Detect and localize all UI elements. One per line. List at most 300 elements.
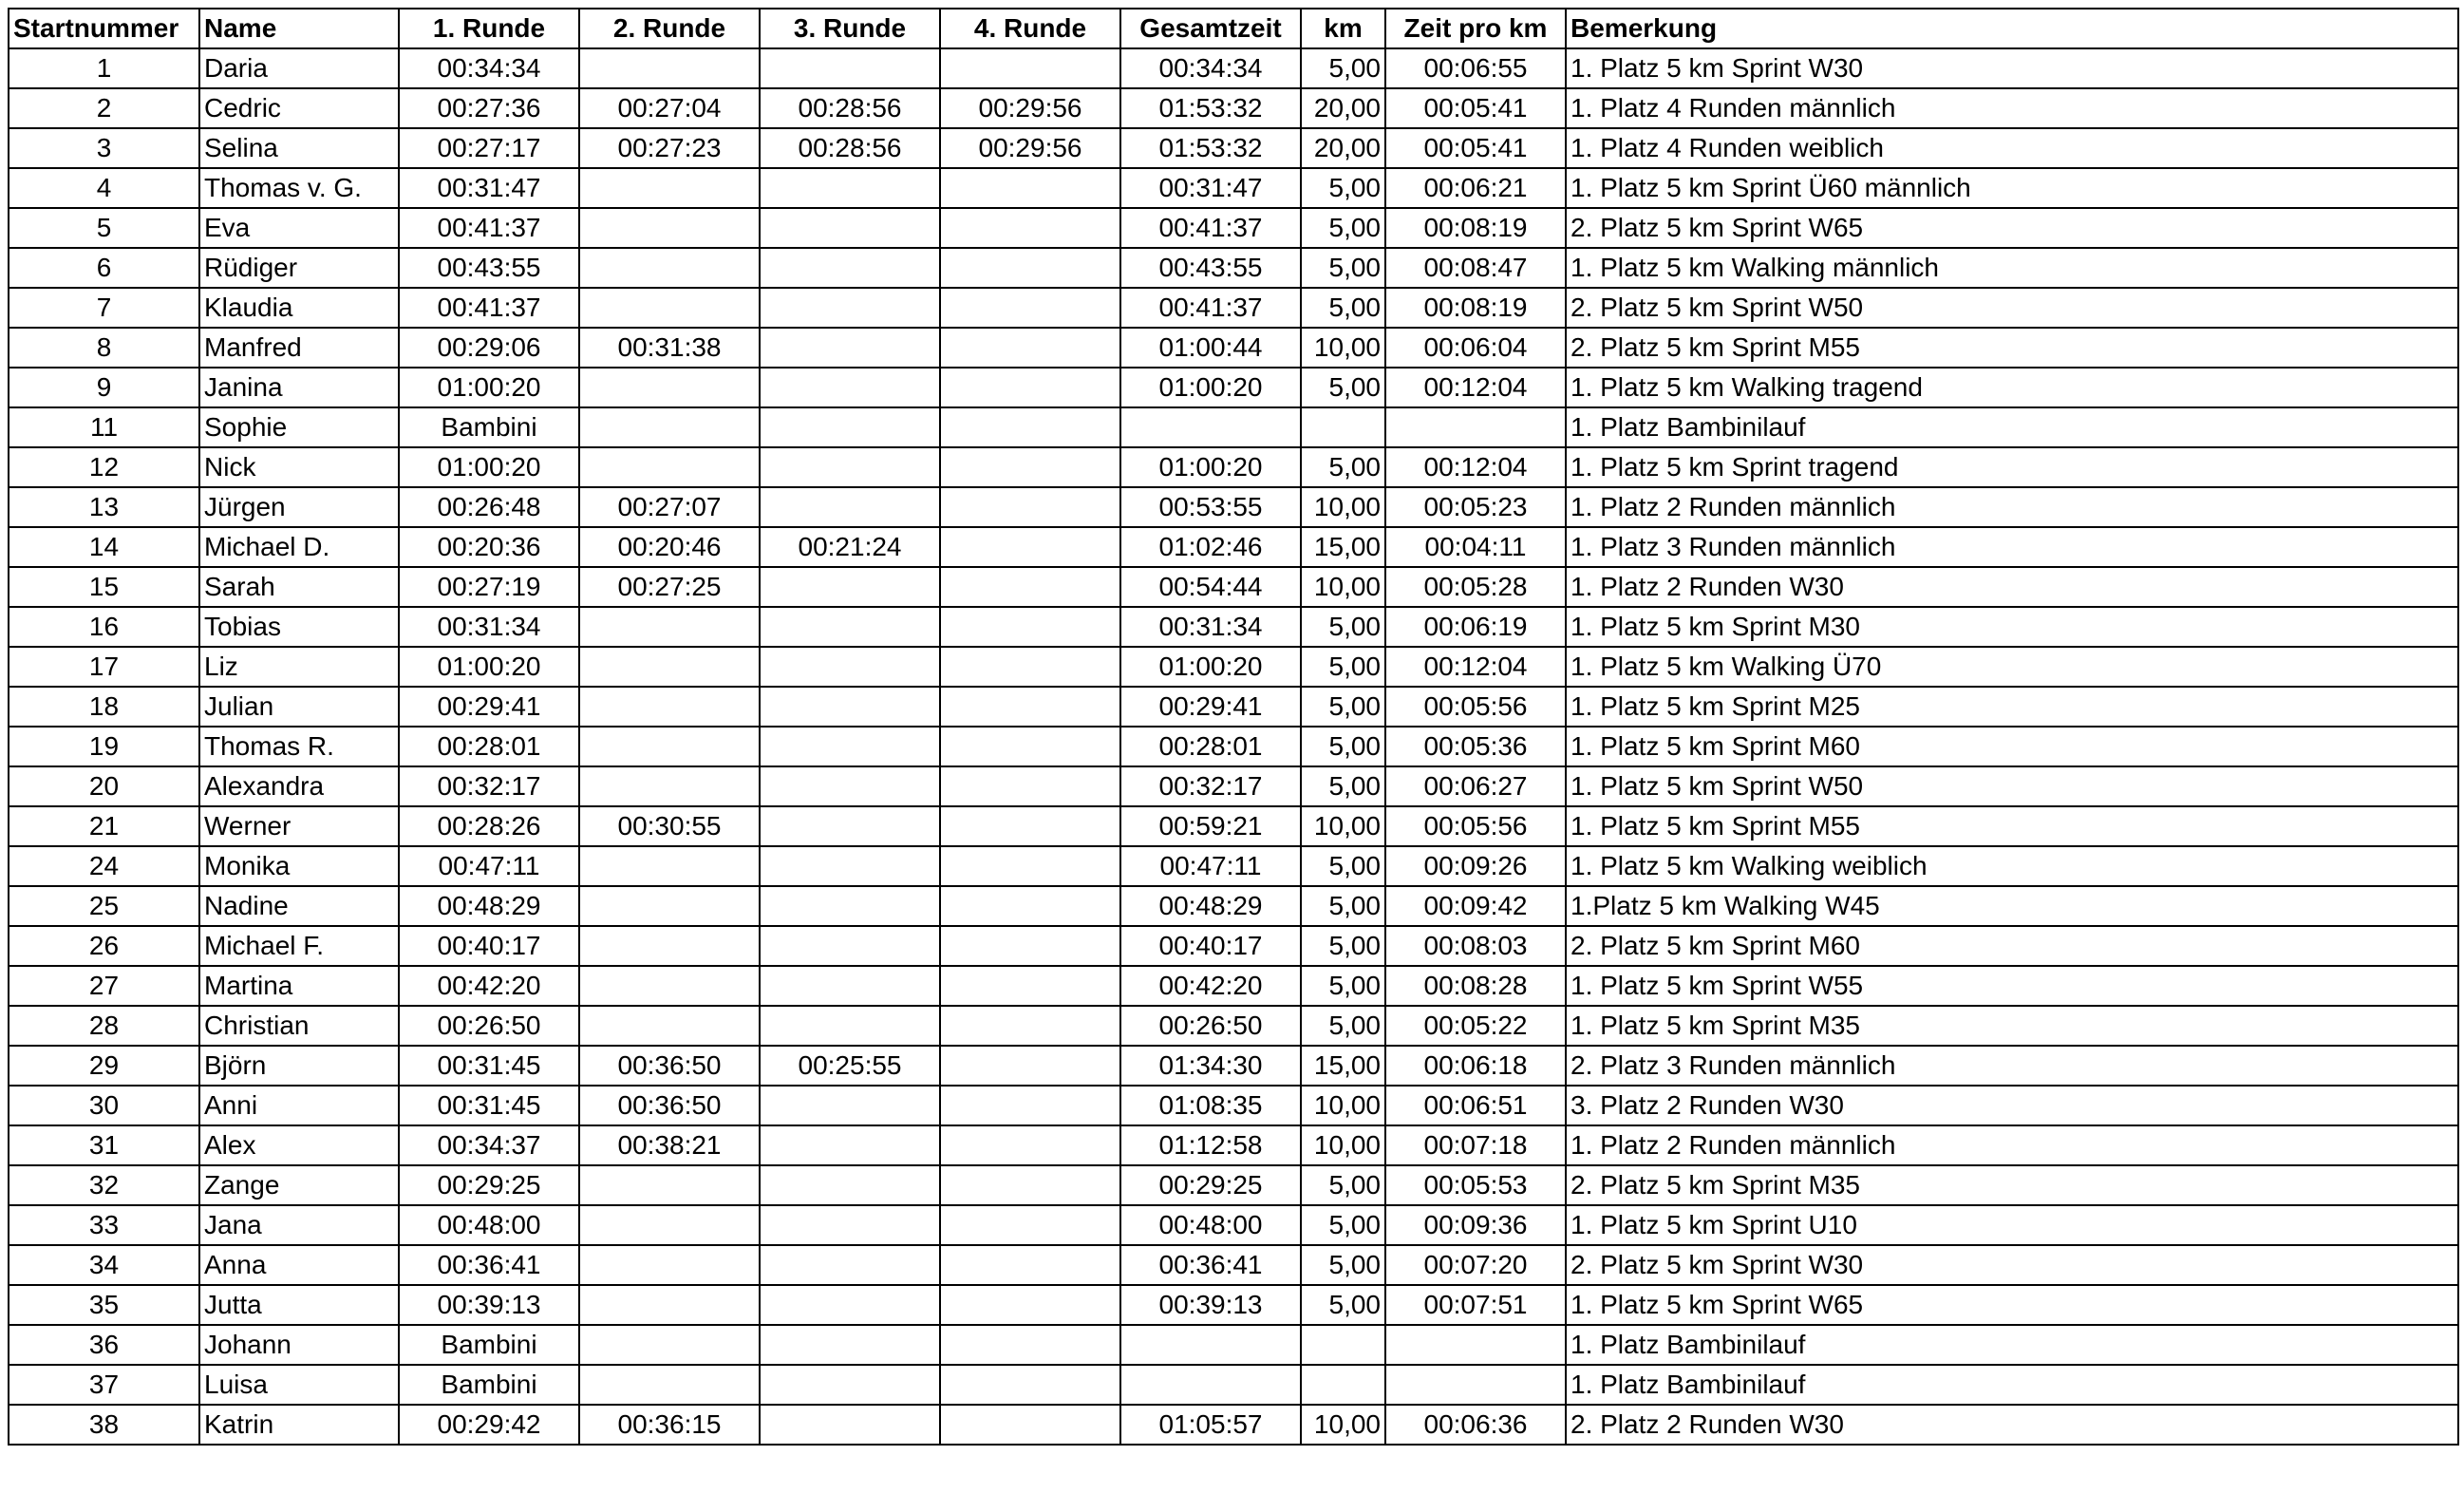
km-cell[interactable]: 5,00: [1301, 886, 1385, 926]
runde-3-cell[interactable]: [760, 966, 940, 1006]
runde-1-cell[interactable]: 01:00:20: [399, 647, 579, 687]
runde-1-cell[interactable]: 00:48:29: [399, 886, 579, 926]
zeit-pro-km-cell[interactable]: 00:04:11: [1385, 527, 1566, 567]
startnummer-cell[interactable]: 26: [9, 926, 199, 966]
name-cell[interactable]: Klaudia: [199, 288, 399, 328]
km-cell[interactable]: 5,00: [1301, 1245, 1385, 1285]
runde-3-cell[interactable]: [760, 1245, 940, 1285]
gesamtzeit-cell[interactable]: 00:32:17: [1120, 766, 1301, 806]
runde-1-cell[interactable]: 00:31:34: [399, 607, 579, 647]
runde-1-cell[interactable]: 00:36:41: [399, 1245, 579, 1285]
runde-1-cell[interactable]: 00:31:45: [399, 1046, 579, 1086]
bemerkung-cell[interactable]: 1. Platz 5 km Walking Ü70: [1566, 647, 2458, 687]
startnummer-cell[interactable]: 15: [9, 567, 199, 607]
runde-1-cell[interactable]: Bambini: [399, 1365, 579, 1405]
zeit-pro-km-cell[interactable]: 00:06:27: [1385, 766, 1566, 806]
runde-3-cell[interactable]: 00:28:56: [760, 88, 940, 128]
runde-1-cell[interactable]: 00:26:48: [399, 487, 579, 527]
runde-2-cell[interactable]: [579, 1245, 760, 1285]
name-cell[interactable]: Tobias: [199, 607, 399, 647]
km-cell[interactable]: 5,00: [1301, 208, 1385, 248]
zeit-pro-km-cell[interactable]: [1385, 407, 1566, 447]
runde-2-cell[interactable]: 00:31:38: [579, 328, 760, 368]
zeit-pro-km-cell[interactable]: 00:05:56: [1385, 687, 1566, 727]
zeit-pro-km-cell[interactable]: 00:07:51: [1385, 1285, 1566, 1325]
runde-3-cell[interactable]: [760, 368, 940, 407]
runde-4-cell[interactable]: [940, 1365, 1120, 1405]
name-cell[interactable]: Björn: [199, 1046, 399, 1086]
startnummer-cell[interactable]: 17: [9, 647, 199, 687]
zeit-pro-km-cell[interactable]: 00:12:04: [1385, 368, 1566, 407]
gesamtzeit-cell[interactable]: 00:48:29: [1120, 886, 1301, 926]
gesamtzeit-cell[interactable]: 00:26:50: [1120, 1006, 1301, 1046]
runde-1-cell[interactable]: 00:42:20: [399, 966, 579, 1006]
bemerkung-cell[interactable]: 1. Platz 5 km Sprint M55: [1566, 806, 2458, 846]
runde-3-cell[interactable]: [760, 1165, 940, 1205]
runde-4-cell[interactable]: [940, 1006, 1120, 1046]
startnummer-cell[interactable]: 36: [9, 1325, 199, 1365]
runde-1-cell[interactable]: 00:29:06: [399, 328, 579, 368]
bemerkung-cell[interactable]: 1. Platz 2 Runden männlich: [1566, 1125, 2458, 1165]
runde-3-cell[interactable]: [760, 407, 940, 447]
zeit-pro-km-cell[interactable]: 00:05:28: [1385, 567, 1566, 607]
runde-2-cell[interactable]: [579, 1205, 760, 1245]
runde-1-cell[interactable]: 00:31:45: [399, 1086, 579, 1125]
bemerkung-cell[interactable]: 2. Platz 5 km Sprint W65: [1566, 208, 2458, 248]
runde-3-cell[interactable]: [760, 687, 940, 727]
gesamtzeit-cell[interactable]: 00:28:01: [1120, 727, 1301, 766]
runde-1-cell[interactable]: 00:47:11: [399, 846, 579, 886]
bemerkung-cell[interactable]: 1. Platz 5 km Sprint M60: [1566, 727, 2458, 766]
runde-1-cell[interactable]: 00:31:47: [399, 168, 579, 208]
bemerkung-cell[interactable]: 1. Platz 5 km Walking tragend: [1566, 368, 2458, 407]
zeit-pro-km-cell[interactable]: [1385, 1365, 1566, 1405]
runde-1-cell[interactable]: 00:41:37: [399, 288, 579, 328]
header-km[interactable]: km: [1301, 9, 1385, 48]
runde-1-cell[interactable]: 00:26:50: [399, 1006, 579, 1046]
name-cell[interactable]: Sophie: [199, 407, 399, 447]
runde-4-cell[interactable]: [940, 966, 1120, 1006]
gesamtzeit-cell[interactable]: 00:31:34: [1120, 607, 1301, 647]
name-cell[interactable]: Nick: [199, 447, 399, 487]
zeit-pro-km-cell[interactable]: 00:07:18: [1385, 1125, 1566, 1165]
name-cell[interactable]: Selina: [199, 128, 399, 168]
km-cell[interactable]: 15,00: [1301, 1046, 1385, 1086]
runde-4-cell[interactable]: [940, 1325, 1120, 1365]
startnummer-cell[interactable]: 33: [9, 1205, 199, 1245]
runde-3-cell[interactable]: 00:25:55: [760, 1046, 940, 1086]
name-cell[interactable]: Julian: [199, 687, 399, 727]
runde-1-cell[interactable]: 00:29:41: [399, 687, 579, 727]
startnummer-cell[interactable]: 7: [9, 288, 199, 328]
name-cell[interactable]: Liz: [199, 647, 399, 687]
name-cell[interactable]: Daria: [199, 48, 399, 88]
runde-3-cell[interactable]: [760, 846, 940, 886]
runde-2-cell[interactable]: [579, 168, 760, 208]
gesamtzeit-cell[interactable]: 00:41:37: [1120, 288, 1301, 328]
bemerkung-cell[interactable]: 2. Platz 5 km Sprint M60: [1566, 926, 2458, 966]
runde-2-cell[interactable]: 00:27:25: [579, 567, 760, 607]
runde-4-cell[interactable]: 00:29:56: [940, 128, 1120, 168]
km-cell[interactable]: 5,00: [1301, 607, 1385, 647]
km-cell[interactable]: 5,00: [1301, 447, 1385, 487]
zeit-pro-km-cell[interactable]: 00:12:04: [1385, 447, 1566, 487]
bemerkung-cell[interactable]: 1. Platz 4 Runden männlich: [1566, 88, 2458, 128]
runde-3-cell[interactable]: [760, 806, 940, 846]
zeit-pro-km-cell[interactable]: 00:08:19: [1385, 208, 1566, 248]
runde-2-cell[interactable]: [579, 368, 760, 407]
gesamtzeit-cell[interactable]: 00:29:41: [1120, 687, 1301, 727]
runde-4-cell[interactable]: [940, 368, 1120, 407]
runde-4-cell[interactable]: [940, 527, 1120, 567]
gesamtzeit-cell[interactable]: [1120, 1365, 1301, 1405]
runde-1-cell[interactable]: 00:34:37: [399, 1125, 579, 1165]
runde-3-cell[interactable]: [760, 168, 940, 208]
header-runde-4[interactable]: 4. Runde: [940, 9, 1120, 48]
runde-4-cell[interactable]: [940, 1245, 1120, 1285]
header-runde-3[interactable]: 3. Runde: [760, 9, 940, 48]
runde-3-cell[interactable]: 00:28:56: [760, 128, 940, 168]
runde-4-cell[interactable]: [940, 727, 1120, 766]
startnummer-cell[interactable]: 16: [9, 607, 199, 647]
bemerkung-cell[interactable]: 1.Platz 5 km Walking W45: [1566, 886, 2458, 926]
zeit-pro-km-cell[interactable]: 00:09:42: [1385, 886, 1566, 926]
runde-3-cell[interactable]: [760, 487, 940, 527]
runde-3-cell[interactable]: [760, 328, 940, 368]
km-cell[interactable]: [1301, 1365, 1385, 1405]
runde-3-cell[interactable]: [760, 1086, 940, 1125]
gesamtzeit-cell[interactable]: 01:08:35: [1120, 1086, 1301, 1125]
name-cell[interactable]: Anni: [199, 1086, 399, 1125]
header-name[interactable]: Name: [199, 9, 399, 48]
km-cell[interactable]: 5,00: [1301, 766, 1385, 806]
name-cell[interactable]: Alex: [199, 1125, 399, 1165]
runde-1-cell[interactable]: 00:20:36: [399, 527, 579, 567]
name-cell[interactable]: Jutta: [199, 1285, 399, 1325]
bemerkung-cell[interactable]: 1. Platz 5 km Sprint W55: [1566, 966, 2458, 1006]
gesamtzeit-cell[interactable]: 01:00:20: [1120, 447, 1301, 487]
gesamtzeit-cell[interactable]: [1120, 1325, 1301, 1365]
gesamtzeit-cell[interactable]: 01:53:32: [1120, 128, 1301, 168]
runde-1-cell[interactable]: 00:39:13: [399, 1285, 579, 1325]
km-cell[interactable]: 5,00: [1301, 248, 1385, 288]
runde-1-cell[interactable]: 01:00:20: [399, 447, 579, 487]
runde-3-cell[interactable]: 00:21:24: [760, 527, 940, 567]
runde-2-cell[interactable]: 00:36:50: [579, 1046, 760, 1086]
zeit-pro-km-cell[interactable]: 00:06:19: [1385, 607, 1566, 647]
name-cell[interactable]: Michael D.: [199, 527, 399, 567]
runde-4-cell[interactable]: [940, 846, 1120, 886]
bemerkung-cell[interactable]: 1. Platz 3 Runden männlich: [1566, 527, 2458, 567]
zeit-pro-km-cell[interactable]: 00:06:18: [1385, 1046, 1566, 1086]
runde-1-cell[interactable]: Bambini: [399, 407, 579, 447]
km-cell[interactable]: 5,00: [1301, 1205, 1385, 1245]
runde-2-cell[interactable]: [579, 447, 760, 487]
startnummer-cell[interactable]: 38: [9, 1405, 199, 1445]
gesamtzeit-cell[interactable]: 01:34:30: [1120, 1046, 1301, 1086]
runde-1-cell[interactable]: 01:00:20: [399, 368, 579, 407]
zeit-pro-km-cell[interactable]: 00:06:04: [1385, 328, 1566, 368]
startnummer-cell[interactable]: 37: [9, 1365, 199, 1405]
name-cell[interactable]: Katrin: [199, 1405, 399, 1445]
runde-4-cell[interactable]: [940, 926, 1120, 966]
zeit-pro-km-cell[interactable]: 00:05:36: [1385, 727, 1566, 766]
header-runde-2[interactable]: 2. Runde: [579, 9, 760, 48]
startnummer-cell[interactable]: 4: [9, 168, 199, 208]
runde-3-cell[interactable]: [760, 647, 940, 687]
gesamtzeit-cell[interactable]: 00:42:20: [1120, 966, 1301, 1006]
startnummer-cell[interactable]: 21: [9, 806, 199, 846]
name-cell[interactable]: Luisa: [199, 1365, 399, 1405]
startnummer-cell[interactable]: 1: [9, 48, 199, 88]
name-cell[interactable]: Janina: [199, 368, 399, 407]
name-cell[interactable]: Werner: [199, 806, 399, 846]
km-cell[interactable]: 10,00: [1301, 1405, 1385, 1445]
bemerkung-cell[interactable]: 1. Platz Bambinilauf: [1566, 1325, 2458, 1365]
startnummer-cell[interactable]: 2: [9, 88, 199, 128]
runde-2-cell[interactable]: [579, 727, 760, 766]
runde-1-cell[interactable]: 00:27:17: [399, 128, 579, 168]
runde-2-cell[interactable]: [579, 687, 760, 727]
gesamtzeit-cell[interactable]: 01:00:44: [1120, 328, 1301, 368]
startnummer-cell[interactable]: 35: [9, 1285, 199, 1325]
runde-2-cell[interactable]: [579, 846, 760, 886]
startnummer-cell[interactable]: 20: [9, 766, 199, 806]
bemerkung-cell[interactable]: 1. Platz 4 Runden weiblich: [1566, 128, 2458, 168]
name-cell[interactable]: Anna: [199, 1245, 399, 1285]
km-cell[interactable]: 5,00: [1301, 966, 1385, 1006]
name-cell[interactable]: Sarah: [199, 567, 399, 607]
runde-2-cell[interactable]: [579, 1285, 760, 1325]
runde-2-cell[interactable]: [579, 1006, 760, 1046]
bemerkung-cell[interactable]: 2. Platz 2 Runden W30: [1566, 1405, 2458, 1445]
runde-2-cell[interactable]: [579, 647, 760, 687]
bemerkung-cell[interactable]: 1. Platz 5 km Sprint Ü60 männlich: [1566, 168, 2458, 208]
runde-4-cell[interactable]: [940, 806, 1120, 846]
runde-2-cell[interactable]: [579, 607, 760, 647]
runde-2-cell[interactable]: 00:36:15: [579, 1405, 760, 1445]
gesamtzeit-cell[interactable]: 00:48:00: [1120, 1205, 1301, 1245]
zeit-pro-km-cell[interactable]: 00:07:20: [1385, 1245, 1566, 1285]
gesamtzeit-cell[interactable]: 00:29:25: [1120, 1165, 1301, 1205]
gesamtzeit-cell[interactable]: 00:54:44: [1120, 567, 1301, 607]
bemerkung-cell[interactable]: 2. Platz 5 km Sprint W30: [1566, 1245, 2458, 1285]
zeit-pro-km-cell[interactable]: 00:05:53: [1385, 1165, 1566, 1205]
name-cell[interactable]: Rüdiger: [199, 248, 399, 288]
zeit-pro-km-cell[interactable]: 00:08:28: [1385, 966, 1566, 1006]
runde-4-cell[interactable]: [940, 567, 1120, 607]
header-bemerkung[interactable]: Bemerkung: [1566, 9, 2458, 48]
bemerkung-cell[interactable]: 1. Platz 2 Runden W30: [1566, 567, 2458, 607]
km-cell[interactable]: 5,00: [1301, 926, 1385, 966]
bemerkung-cell[interactable]: 1. Platz 5 km Sprint M35: [1566, 1006, 2458, 1046]
runde-4-cell[interactable]: [940, 447, 1120, 487]
bemerkung-cell[interactable]: 1. Platz 5 km Sprint W65: [1566, 1285, 2458, 1325]
runde-1-cell[interactable]: 00:27:19: [399, 567, 579, 607]
km-cell[interactable]: 10,00: [1301, 328, 1385, 368]
name-cell[interactable]: Jana: [199, 1205, 399, 1245]
gesamtzeit-cell[interactable]: 01:02:46: [1120, 527, 1301, 567]
runde-4-cell[interactable]: [940, 1086, 1120, 1125]
name-cell[interactable]: Thomas R.: [199, 727, 399, 766]
runde-2-cell[interactable]: [579, 407, 760, 447]
zeit-pro-km-cell[interactable]: 00:09:26: [1385, 846, 1566, 886]
zeit-pro-km-cell[interactable]: 00:05:22: [1385, 1006, 1566, 1046]
runde-4-cell[interactable]: 00:29:56: [940, 88, 1120, 128]
km-cell[interactable]: 15,00: [1301, 527, 1385, 567]
runde-3-cell[interactable]: [760, 208, 940, 248]
startnummer-cell[interactable]: 24: [9, 846, 199, 886]
runde-4-cell[interactable]: [940, 1205, 1120, 1245]
name-cell[interactable]: Monika: [199, 846, 399, 886]
runde-3-cell[interactable]: [760, 567, 940, 607]
runde-4-cell[interactable]: [940, 1285, 1120, 1325]
bemerkung-cell[interactable]: 1. Platz 5 km Sprint tragend: [1566, 447, 2458, 487]
zeit-pro-km-cell[interactable]: 00:06:21: [1385, 168, 1566, 208]
name-cell[interactable]: Nadine: [199, 886, 399, 926]
runde-3-cell[interactable]: [760, 1125, 940, 1165]
runde-4-cell[interactable]: [940, 407, 1120, 447]
gesamtzeit-cell[interactable]: [1120, 407, 1301, 447]
runde-1-cell[interactable]: 00:27:36: [399, 88, 579, 128]
startnummer-cell[interactable]: 13: [9, 487, 199, 527]
startnummer-cell[interactable]: 29: [9, 1046, 199, 1086]
bemerkung-cell[interactable]: 1. Platz 2 Runden männlich: [1566, 487, 2458, 527]
runde-4-cell[interactable]: [940, 48, 1120, 88]
zeit-pro-km-cell[interactable]: 00:06:51: [1385, 1086, 1566, 1125]
startnummer-cell[interactable]: 14: [9, 527, 199, 567]
runde-3-cell[interactable]: [760, 1006, 940, 1046]
runde-3-cell[interactable]: [760, 1205, 940, 1245]
name-cell[interactable]: Zange: [199, 1165, 399, 1205]
runde-3-cell[interactable]: [760, 447, 940, 487]
km-cell[interactable]: 5,00: [1301, 368, 1385, 407]
zeit-pro-km-cell[interactable]: 00:05:41: [1385, 88, 1566, 128]
km-cell[interactable]: 5,00: [1301, 1285, 1385, 1325]
km-cell[interactable]: 5,00: [1301, 168, 1385, 208]
zeit-pro-km-cell[interactable]: 00:06:36: [1385, 1405, 1566, 1445]
bemerkung-cell[interactable]: 1. Platz 5 km Sprint U10: [1566, 1205, 2458, 1245]
km-cell[interactable]: 5,00: [1301, 1006, 1385, 1046]
gesamtzeit-cell[interactable]: 00:47:11: [1120, 846, 1301, 886]
km-cell[interactable]: 5,00: [1301, 687, 1385, 727]
startnummer-cell[interactable]: 5: [9, 208, 199, 248]
runde-4-cell[interactable]: [940, 647, 1120, 687]
startnummer-cell[interactable]: 9: [9, 368, 199, 407]
startnummer-cell[interactable]: 27: [9, 966, 199, 1006]
runde-2-cell[interactable]: 00:38:21: [579, 1125, 760, 1165]
bemerkung-cell[interactable]: 1. Platz 5 km Walking weiblich: [1566, 846, 2458, 886]
header-startnummer[interactable]: Startnummer: [9, 9, 199, 48]
name-cell[interactable]: Cedric: [199, 88, 399, 128]
gesamtzeit-cell[interactable]: 01:53:32: [1120, 88, 1301, 128]
name-cell[interactable]: Johann: [199, 1325, 399, 1365]
runde-2-cell[interactable]: [579, 1365, 760, 1405]
header-runde-1[interactable]: 1. Runde: [399, 9, 579, 48]
gesamtzeit-cell[interactable]: 01:00:20: [1120, 368, 1301, 407]
km-cell[interactable]: [1301, 1325, 1385, 1365]
runde-2-cell[interactable]: 00:27:23: [579, 128, 760, 168]
runde-2-cell[interactable]: [579, 288, 760, 328]
runde-3-cell[interactable]: [760, 926, 940, 966]
km-cell[interactable]: 10,00: [1301, 1125, 1385, 1165]
runde-1-cell[interactable]: Bambini: [399, 1325, 579, 1365]
runde-3-cell[interactable]: [760, 1325, 940, 1365]
runde-2-cell[interactable]: [579, 1165, 760, 1205]
km-cell[interactable]: 5,00: [1301, 846, 1385, 886]
runde-2-cell[interactable]: [579, 766, 760, 806]
km-cell[interactable]: 20,00: [1301, 88, 1385, 128]
zeit-pro-km-cell[interactable]: [1385, 1325, 1566, 1365]
gesamtzeit-cell[interactable]: 00:34:34: [1120, 48, 1301, 88]
gesamtzeit-cell[interactable]: 00:53:55: [1120, 487, 1301, 527]
runde-4-cell[interactable]: [940, 288, 1120, 328]
runde-4-cell[interactable]: [940, 248, 1120, 288]
name-cell[interactable]: Alexandra: [199, 766, 399, 806]
gesamtzeit-cell[interactable]: 00:59:21: [1120, 806, 1301, 846]
km-cell[interactable]: 5,00: [1301, 1165, 1385, 1205]
startnummer-cell[interactable]: 31: [9, 1125, 199, 1165]
startnummer-cell[interactable]: 11: [9, 407, 199, 447]
runde-4-cell[interactable]: [940, 1405, 1120, 1445]
runde-3-cell[interactable]: [760, 766, 940, 806]
km-cell[interactable]: 10,00: [1301, 487, 1385, 527]
runde-3-cell[interactable]: [760, 607, 940, 647]
km-cell[interactable]: 5,00: [1301, 647, 1385, 687]
startnummer-cell[interactable]: 34: [9, 1245, 199, 1285]
runde-2-cell[interactable]: 00:27:07: [579, 487, 760, 527]
runde-4-cell[interactable]: [940, 1165, 1120, 1205]
runde-4-cell[interactable]: [940, 1125, 1120, 1165]
name-cell[interactable]: Eva: [199, 208, 399, 248]
km-cell[interactable]: [1301, 407, 1385, 447]
zeit-pro-km-cell[interactable]: 00:05:56: [1385, 806, 1566, 846]
runde-2-cell[interactable]: 00:20:46: [579, 527, 760, 567]
gesamtzeit-cell[interactable]: 00:41:37: [1120, 208, 1301, 248]
runde-1-cell[interactable]: 00:29:25: [399, 1165, 579, 1205]
startnummer-cell[interactable]: 12: [9, 447, 199, 487]
runde-3-cell[interactable]: [760, 1365, 940, 1405]
runde-3-cell[interactable]: [760, 288, 940, 328]
runde-2-cell[interactable]: 00:27:04: [579, 88, 760, 128]
bemerkung-cell[interactable]: 2. Platz 5 km Sprint M35: [1566, 1165, 2458, 1205]
startnummer-cell[interactable]: 18: [9, 687, 199, 727]
name-cell[interactable]: Martina: [199, 966, 399, 1006]
name-cell[interactable]: Thomas v. G.: [199, 168, 399, 208]
runde-2-cell[interactable]: 00:36:50: [579, 1086, 760, 1125]
runde-3-cell[interactable]: [760, 248, 940, 288]
runde-2-cell[interactable]: 00:30:55: [579, 806, 760, 846]
gesamtzeit-cell[interactable]: 00:31:47: [1120, 168, 1301, 208]
name-cell[interactable]: Manfred: [199, 328, 399, 368]
runde-4-cell[interactable]: [940, 208, 1120, 248]
runde-1-cell[interactable]: 00:34:34: [399, 48, 579, 88]
runde-4-cell[interactable]: [940, 607, 1120, 647]
bemerkung-cell[interactable]: 1. Platz 5 km Sprint W30: [1566, 48, 2458, 88]
runde-1-cell[interactable]: 00:28:26: [399, 806, 579, 846]
zeit-pro-km-cell[interactable]: 00:05:23: [1385, 487, 1566, 527]
km-cell[interactable]: 5,00: [1301, 288, 1385, 328]
runde-4-cell[interactable]: [940, 766, 1120, 806]
zeit-pro-km-cell[interactable]: 00:08:03: [1385, 926, 1566, 966]
header-gesamtzeit[interactable]: Gesamtzeit: [1120, 9, 1301, 48]
startnummer-cell[interactable]: 8: [9, 328, 199, 368]
runde-4-cell[interactable]: [940, 1046, 1120, 1086]
startnummer-cell[interactable]: 6: [9, 248, 199, 288]
runde-2-cell[interactable]: [579, 1325, 760, 1365]
header-zeit-pro-km[interactable]: Zeit pro km: [1385, 9, 1566, 48]
startnummer-cell[interactable]: 32: [9, 1165, 199, 1205]
